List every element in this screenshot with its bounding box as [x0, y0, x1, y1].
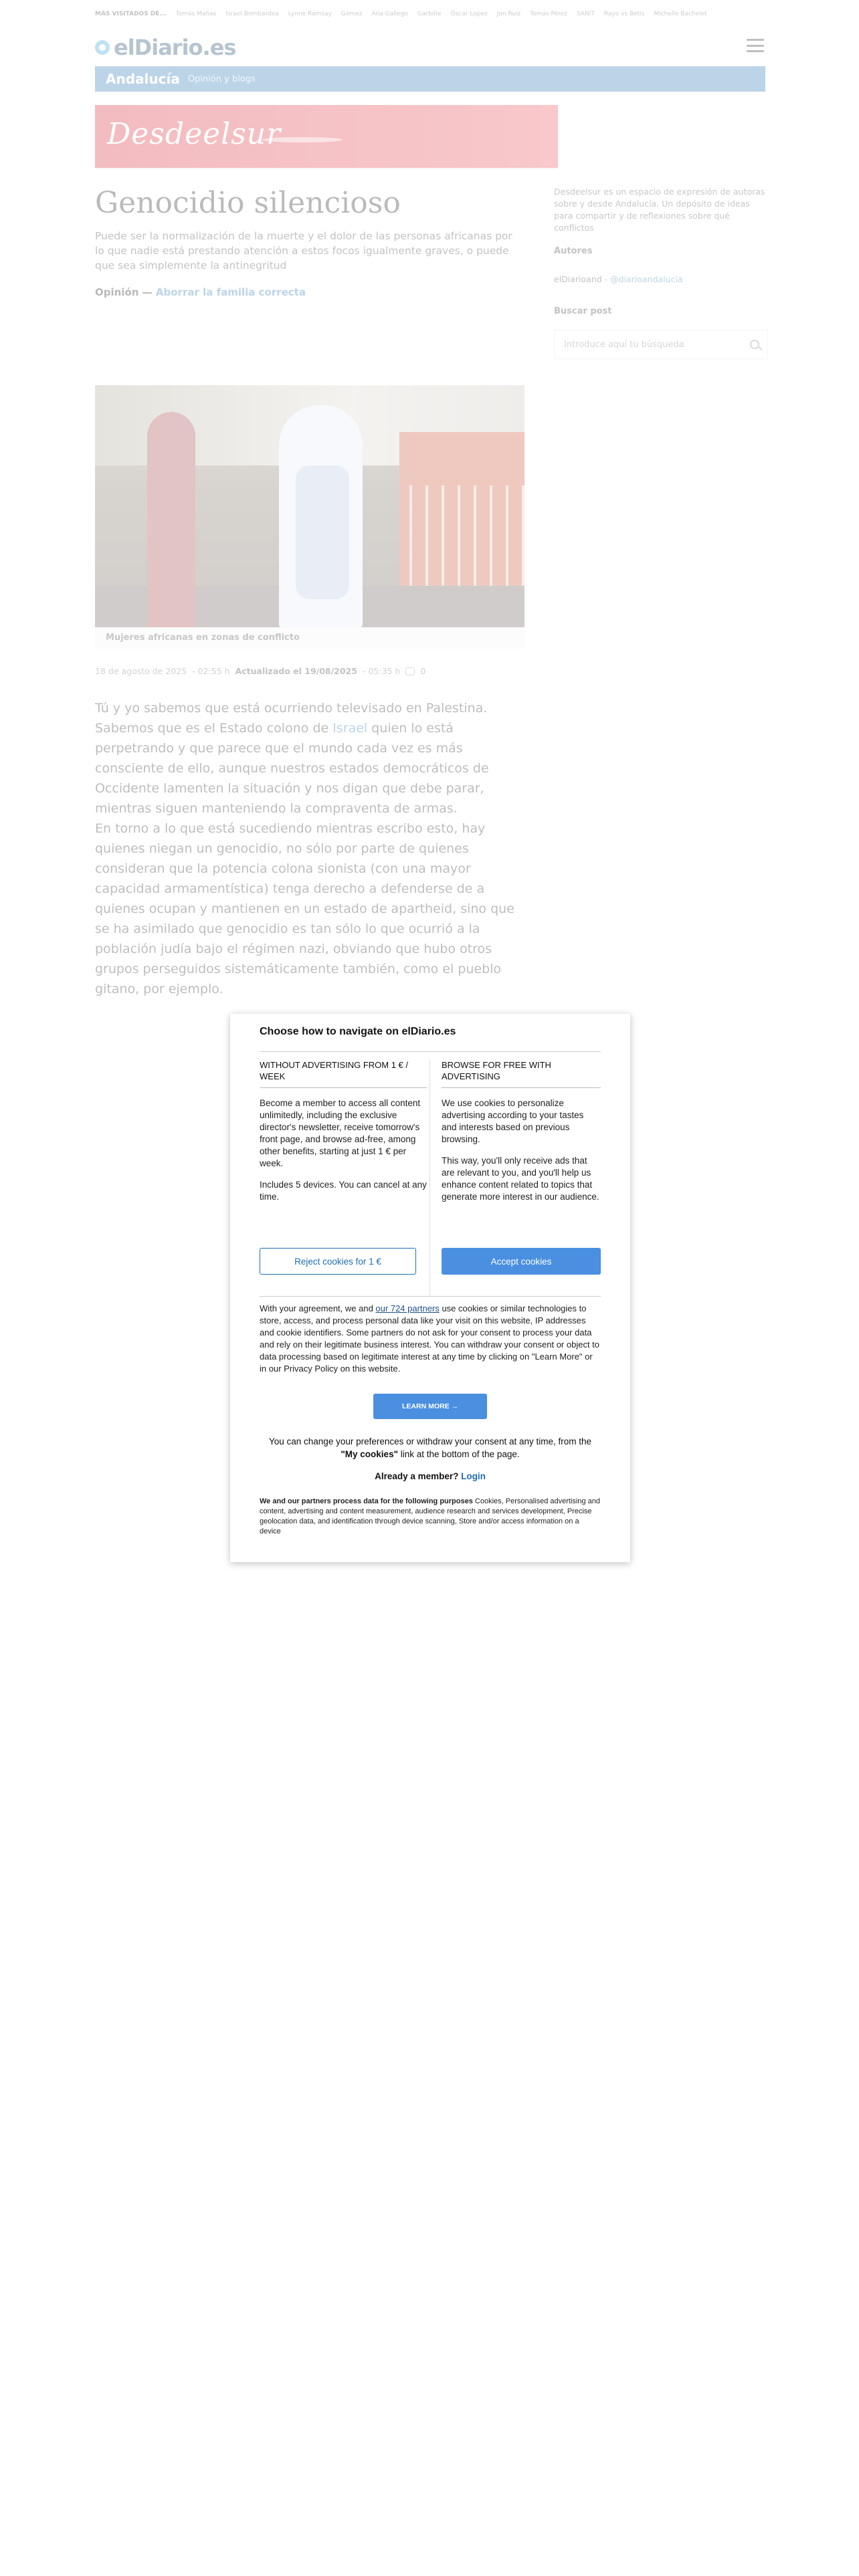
consent-agreement-text: With your agreement, we and our 724 partners use cookies or similar technologies to store, access, and process personal data like your visit on this website, IP addresses and cookie identifiers. Some partners do not ask for your consent to process your data and rely on their legitimate business interest. You can withdraw your consent or object to data processing based on legitimate interest at any time by clicking on "Learn More" or in our Privacy Policy on this website. [260, 1303, 600, 1374]
advertising-description: We use cookies to personalize advertising according to your tastes and interests based on previous browsing. [442, 1098, 584, 1144]
advertising-option [442, 1059, 601, 1203]
divider [260, 1087, 427, 1088]
partners-link[interactable]: our 724 partners [375, 1303, 440, 1313]
my-cookies-label: "My cookies" [341, 1449, 398, 1459]
divider [442, 1087, 601, 1088]
consent-title: Choose how to navigate on elDiario.es [260, 1026, 456, 1037]
reject-cookies-button[interactable]: Reject cookies for 1 € [260, 1248, 416, 1275]
advertising-heading: BROWSE FOR FREE WITH ADVERTISING [442, 1060, 551, 1081]
subscription-heading: WITHOUT ADVERTISING FROM 1 € / WEEK [260, 1060, 408, 1081]
member-login-line: Already a member? Login [375, 1471, 486, 1481]
advertising-benefit: This way, you'll only receive ads that are relevant to you, and you'll help us enhance content related to topics that generate more interest in our audience. [442, 1156, 599, 1202]
subscription-devices-note: Includes 5 devices. You can cancel at any time. [260, 1180, 427, 1202]
divider [260, 1051, 601, 1052]
subscription-option [260, 1059, 427, 1203]
change-preferences-text: You can change your preferences or withdraw your consent at any time, from the "My cookies" link at the bottom of the page. [268, 1436, 591, 1459]
purposes-text: We and our partners process data for the following purposes Cookies, Personalised advertising and content, advertising and content measurement, audience research and services development, Precise geolocation data, and identification through device scanning, Store and/or access information on a device [260, 1497, 601, 1535]
accept-cookies-button[interactable]: Accept cookies [442, 1248, 601, 1275]
login-link[interactable]: Login [461, 1471, 486, 1481]
cookie-consent-dialog [230, 1014, 630, 1562]
subscription-description: Become a member to access all content unlimitedly, including the exclusive director's newsletter, receive tomorrow's front page, and browse ad-free, among other benefits, starting at just 1 € per week. [260, 1098, 421, 1168]
divider [260, 1296, 601, 1297]
learn-more-button[interactable]: LEARN MORE → [373, 1394, 487, 1419]
